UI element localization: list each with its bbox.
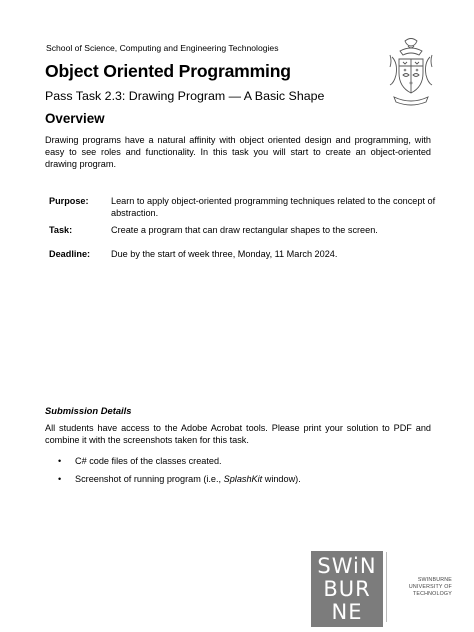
list-item-text: C# code files of the classes created. <box>75 456 222 466</box>
overview-heading: Overview <box>45 111 105 126</box>
logo-line-3: NE <box>331 600 363 624</box>
logo-line-2: BUR <box>323 577 371 601</box>
list-item-emphasis: SplashKit <box>223 474 263 484</box>
swinburne-logo <box>311 551 383 627</box>
logo-caption: SWINBURNE UNIVERSITY OF TECHNOLOGY <box>408 577 452 597</box>
submission-text: All students have access to the Adobe Acrobat tools. Please print your solution to PDF and combine it with the screenshots taken for this task. <box>45 423 431 445</box>
school-name: School of Science, Computing and Engineering Technologies <box>46 43 279 53</box>
bullet-icon: • <box>58 456 62 466</box>
list-item-text <box>75 473 301 485</box>
purpose-value: Learn to apply object-oriented programming techniques related to the concept of abstraction. <box>111 196 436 218</box>
bullet-icon: • <box>58 474 62 484</box>
task-value: Create a program that can draw rectangular shapes to the screen. <box>111 225 378 235</box>
task-label: Task: <box>49 225 73 235</box>
list-item-suffix: window). <box>262 474 301 484</box>
purpose-label: Purpose: <box>49 196 89 206</box>
university-crest-icon <box>386 35 436 109</box>
list-item-prefix: Screenshot of running program (i.e., <box>75 474 224 484</box>
overview-text: Drawing programs have a natural affinity with object oriented design and programming, with easy to see roles and functionality. In this task you will start to create an object-oriented drawing program. <box>45 135 431 169</box>
page-title: Object Oriented Programming <box>45 61 291 81</box>
deadline-label: Deadline: <box>49 249 91 259</box>
submission-heading: Submission Details <box>45 405 132 416</box>
task-subtitle: Pass Task 2.3: Drawing Program — A Basic Shape <box>45 89 325 103</box>
deadline-value: Due by the start of week three, Monday, 11 March 2024. <box>111 249 338 259</box>
logo-line-1: SWiN <box>317 554 377 578</box>
